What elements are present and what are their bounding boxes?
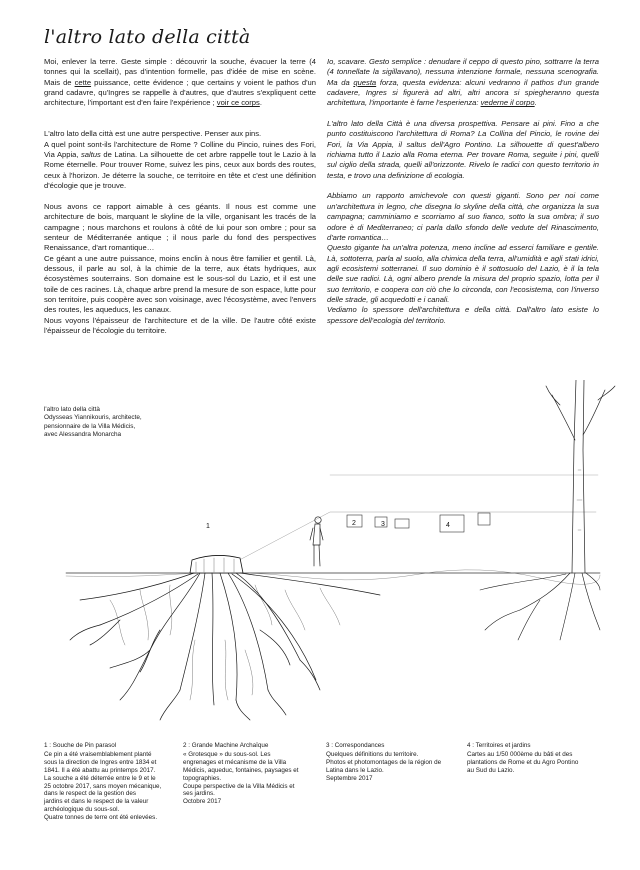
- fr-italic-text: saltus: [81, 150, 101, 160]
- fr-paragraph: [44, 57, 316, 109]
- label-2: 2: [352, 520, 356, 527]
- perspective-line: [230, 512, 596, 565]
- root-section-drawing: [0, 380, 640, 740]
- caption-line: Cartes au 1/50 000ème du bâti et des: [467, 750, 573, 758]
- it-text: Io, scavare. Gesto semplice : denudare il ceppo di questo pino, sottrarre la terra (4 tonnellate la sigillavano), nessuna intenzione formale, nessuna scenografia. Ma da: [327, 57, 599, 87]
- article-title: l'altro lato della città: [44, 26, 251, 48]
- caption-title: 4 : Territoires et jardins: [467, 742, 531, 749]
- it-text: L'altro lato della Città è una diversa prospettiva. Pensare ai pini. Fino a che punto costituiscono l'architettura di Roma? La Collina del Pincio, le rovine dei Fori, la Via Appia, il saltus dell'Agro Pontino. La silhouette di quest'albero richiama tutto il Lazio alla Roma eterna. Per trovare Roma, seguite i pini, quelli sul ciglio della strada, quelli all'orizzonte. Rivelo le radici con questo territorio in testa, e trovo una definizione di ecologia.: [327, 119, 599, 180]
- caption-2: [183, 742, 299, 806]
- credit-line: Odysseas Yiannikouris, architecte,: [44, 414, 142, 422]
- caption-line: sous la direction de Ingres entre 1834 et: [44, 758, 157, 766]
- stump: [190, 555, 243, 573]
- caption-line: plantations de Rome et du Agro Pontino: [467, 758, 579, 766]
- label-1: 1: [206, 523, 210, 530]
- caption-line: au Sud du Lazio.: [467, 766, 515, 774]
- fr-text: L'altro lato della città est une autre perspective. Penser aux pins. A quel point sont-ils l'architecture de Rome ? Colline du Pincio, ruines des Fori, Via Appia,: [44, 129, 316, 160]
- caption-line: La souche a été déterrée entre le 9 et le: [44, 774, 156, 782]
- stump-roots: [70, 573, 380, 720]
- standing-figure: [310, 517, 323, 566]
- caption-4: [467, 742, 578, 775]
- fr-paragraph: [44, 119, 316, 191]
- caption-3: [326, 742, 441, 783]
- it-underlined-text: questa: [353, 77, 377, 87]
- credit-line: pensionnaire de la Villa Médicis,: [44, 422, 136, 430]
- caption-line: Septembre 2017: [326, 774, 373, 782]
- caption-line: ses jardins.: [183, 790, 215, 798]
- caption-line: « Grotesque » du sous-sol. Les: [183, 750, 271, 758]
- caption-title: 3 : Correspondances: [326, 742, 385, 749]
- right-tree: [546, 380, 615, 573]
- fr-underlined-text: cette: [74, 77, 92, 87]
- picture-frames: [347, 513, 490, 532]
- it-paragraph: [327, 57, 599, 109]
- caption-line: Coupe perspective de la Villa Médicis et: [183, 782, 295, 790]
- caption-line: archéologique du sous-sol.: [44, 806, 120, 814]
- it-text: .: [534, 98, 537, 108]
- fr-text: Nous avons ce rapport aimable à ces géants. Il nous est comme une architecture de bois, marquant le skyline de la ville, organisant les tracés de la campagne ; nous marchons et roulons à côté de lui pour son ombre ; pour sa senteur de Méditerranée antique ; il nous parle du fond des perspectives Renaissance, d'art romantique… Ce géant a une autre puissance, moins enclin à nous être familier et gentil. Là, dessous, il parle au sol, à la chimie de la terre, aux états hydriques, aux écosystèmes souterrains. Son domaine est le sous-sol du Lazio, et il est une toile de ces racines. Là, chaque arbre prend la mesure de son espace, lutte pour son territoire, puis coopère avec son voisinage, avec l'écosystème, avec l'envers des routes, les aqueducs, les canaux. Nous voyons l'épaisseur de l'architecture et de la ville. De l'autre côté existe l'épaisseur de l'écologie du territoire.: [44, 201, 316, 335]
- caption-line: jardins et dans le respect de la valeur: [44, 798, 149, 806]
- caption-line: Médicis, aqueduc, fontaines, paysages et: [183, 766, 299, 774]
- fr-text: .: [259, 98, 262, 108]
- right-tree-roots: [480, 573, 600, 640]
- caption-1: [44, 742, 161, 822]
- caption-line: Octobre 2017: [183, 798, 222, 806]
- fr-text: puissance, cette évidence ; que certains y voient le pathos d'un grand cadavre, qu'Ingres se rappelle à d'autres, que d'autres s'expliquent cette architecture, l'important est d'en faire l'expérience ;: [44, 77, 316, 108]
- caption-line: Latina dans le Lazio.: [326, 766, 384, 774]
- it-paragraph: [327, 191, 599, 325]
- it-text: forza, questa evidenza: alcuni vedranno il pathos d'un grande cadavere, Ingres si figurerà ad altri, altri ancora si spiegheranno questa architettura, l'importante è farne l'esperienza:: [327, 77, 600, 108]
- caption-line: Quatre tonnes de terre ont été enlevées.: [44, 814, 158, 822]
- caption-line: Ce pin a été vraisemblablement planté: [44, 750, 152, 758]
- fine-roots: [110, 585, 340, 700]
- it-paragraph: [327, 119, 599, 181]
- french-text-column: [44, 57, 316, 336]
- caption-line: Quelques définitions du territoire.: [326, 750, 419, 758]
- caption-line: topographies.: [183, 774, 222, 782]
- fr-text: de Latina. La silhouette de cet arbre rappelle tout le Lazio à la Rome éternelle. Pour trouver Rome, suivez les pins, ceux aux bords des routes, ceux à l'horizon. Je déterre la souche, ce territoire en tête et c'est une définition d'écologie que je trouve.: [44, 150, 316, 191]
- caption-line: engrenages et mécanisme de la Villa: [183, 758, 287, 766]
- caption-title: 2 : Grande Machine Archaïque: [183, 742, 269, 749]
- caption-line: 1841. Il a été abattu au printemps 2017.: [44, 766, 156, 774]
- caption-line: dans le respect de la gestion des: [44, 790, 137, 798]
- credit-line: l'altro lato della città: [44, 406, 100, 413]
- credit-line: avec Alessandra Monarcha: [44, 430, 122, 438]
- caption-line: 25 octobre 2017, sans moyen mécanique,: [44, 782, 162, 790]
- fr-underlined-text: voir ce corps: [216, 98, 260, 108]
- it-text: Abbiamo un rapporto amichevole con questi giganti. Sono per noi come un'architettura in legno, che disegna lo skyline della città, che organizza la sua campagna; camminiamo e scorriamo al suo fianco, sotto la sua ombra; il suo odore è di Mediterraneo; ci parla dallo sfondo delle vedute del Rinascimento, d'arte romantica… Questo gigante ha un'altra potenza, meno incline ad esserci familiare e gentile. Là, sottoterra, parla al suolo, alla chimica della terra, all'umidità e agli stati idrici, agli ecosistemi sotterranei. Il suo dominio è il sottosuolo del Lazio, è il la tela delle sue radici. Là, ogni albero prende la misura del proprio spazio, lotta per il suo territorio, e coopera con ciò che lo circonda, con l'ecosistema, con l'inverso delle strade, gli acquedotti e i canali. Vediamo lo spessore dell'architettura e della città. Dall'altro lato esiste lo spessore dell'ecologia del territorio.: [327, 191, 599, 325]
- fr-text: Moi, enlever la terre. Geste simple : découvrir la souche, évacuer la terre (4 tonnes qui la scellait), pas d'intention formelle, pas d'idée de mise en scène. Mais de: [44, 57, 316, 87]
- caption-line: Photos et photomontages de la région de: [326, 758, 442, 766]
- italian-text-column: [327, 57, 599, 326]
- caption-title: 1 : Souche de Pin parasol: [44, 742, 117, 749]
- label-3: 3: [381, 521, 385, 528]
- label-4: 4: [446, 522, 450, 529]
- it-underlined-text: vederne il corpo: [480, 98, 535, 108]
- fr-paragraph: [44, 202, 316, 336]
